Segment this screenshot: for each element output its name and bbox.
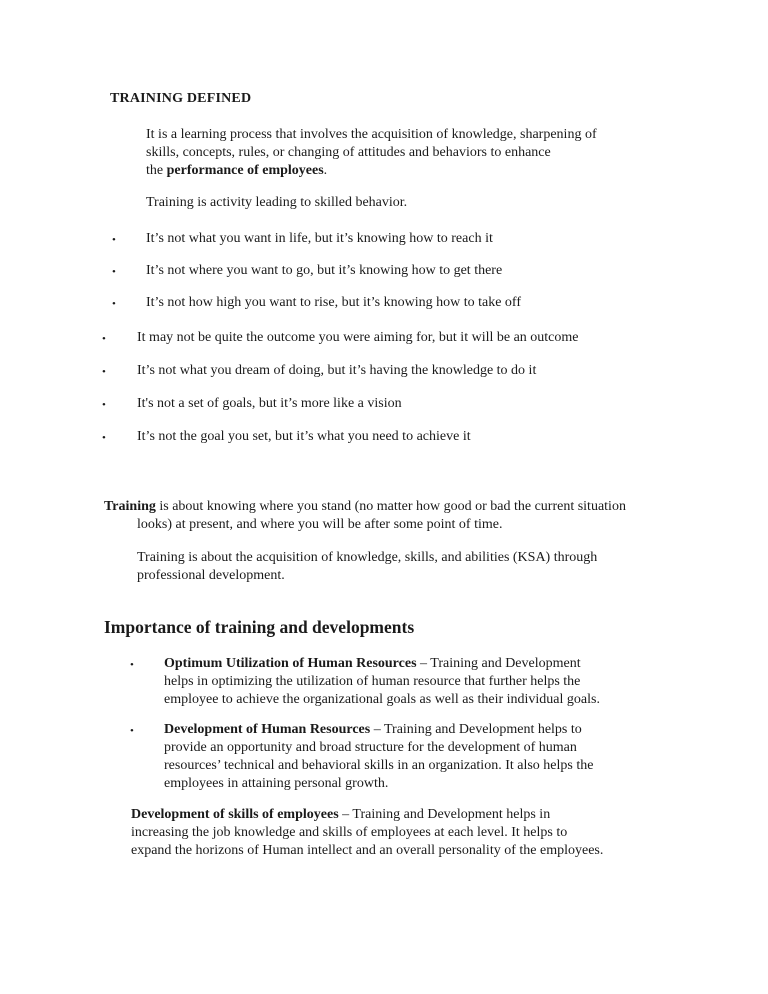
definition-text: Training is activity leading to skilled behavior.	[146, 195, 408, 210]
intro-bold-phrase: performance of employees	[166, 163, 324, 178]
importance-line: resources’ technical and behavioral skills in an organization. It also helps the	[164, 758, 594, 773]
skills-line: increasing the job knowledge and skills of employees at each level. It helps to	[131, 825, 568, 840]
intro-line: skills, concepts, rules, or changing of attitudes and behaviors to enhance	[146, 145, 551, 160]
bullet-icon: •	[102, 399, 106, 411]
importance-item	[164, 655, 646, 709]
training-line-rest: is about knowing where you stand (no matter how good or bad the current situation	[155, 499, 626, 514]
bullet-icon: •	[112, 234, 116, 246]
importance-item-title: Optimum Utilization of Human Resources	[164, 656, 417, 671]
intro-line	[146, 162, 646, 180]
importance-line: provide an opportunity and broad structure for the development of human	[164, 740, 577, 755]
importance-line-rest: – Training and Development helps to	[370, 722, 582, 737]
skills-paragraph	[131, 806, 646, 860]
bullet-icon: •	[102, 333, 106, 345]
skills-title: Development of skills of employees	[131, 807, 339, 822]
bullet-icon: •	[130, 659, 134, 671]
bullet-icon: •	[102, 366, 106, 378]
intro-suffix: .	[323, 163, 328, 178]
bullet-icon: •	[112, 266, 116, 278]
skills-line: expand the horizons of Human intellect and an overall personality of the employees.	[131, 843, 604, 858]
list-item: It’s not what you dream of doing, but it’s having the knowledge to do it	[137, 363, 537, 378]
bullet-icon: •	[102, 432, 106, 444]
ksa-line: professional development.	[137, 568, 285, 583]
bullet-icon: •	[112, 298, 116, 310]
training-bold-word: Training	[104, 499, 156, 514]
intro-prefix: the	[146, 163, 167, 178]
list-item: It may not be quite the outcome you were aiming for, but it will be an outcome	[137, 330, 579, 345]
importance-line	[164, 721, 646, 739]
importance-line-rest: – Training and Development	[416, 656, 581, 671]
training-line: looks) at present, and where you will be after some point of time.	[137, 517, 503, 532]
importance-line: helps in optimizing the utilization of human resource that further helps the	[164, 674, 581, 689]
list-item: It’s not what you want in life, but it’s knowing how to reach it	[146, 231, 493, 246]
importance-item	[164, 721, 646, 793]
training-paragraph	[104, 498, 674, 534]
skills-line	[131, 806, 646, 824]
ksa-line: Training is about the acquisition of knowledge, skills, and abilities (KSA) through	[137, 550, 598, 565]
skills-line-rest: – Training and Development helps in	[338, 807, 551, 822]
section-heading-training-defined: TRAINING DEFINED	[110, 91, 252, 106]
training-line	[104, 498, 674, 516]
importance-line: employee to achieve the organizational goals as well as their individual goals.	[164, 692, 600, 707]
section-heading-importance: Importance of training and developments	[104, 617, 415, 637]
bullet-icon: •	[130, 725, 134, 737]
intro-paragraph	[146, 126, 646, 180]
list-item: It’s not the goal you set, but it’s what you need to achieve it	[137, 429, 471, 444]
ksa-paragraph	[137, 549, 677, 585]
importance-line	[164, 655, 646, 673]
list-item: It’s not where you want to go, but it’s knowing how to get there	[146, 263, 503, 278]
intro-line: It is a learning process that involves the acquisition of knowledge, sharpening of	[146, 127, 597, 142]
list-item: It’s not how high you want to rise, but it’s knowing how to take off	[146, 295, 521, 310]
list-item: It's not a set of goals, but it’s more like a vision	[137, 396, 402, 411]
importance-line: employees in attaining personal growth.	[164, 776, 389, 791]
importance-item-title: Development of Human Resources	[164, 722, 371, 737]
